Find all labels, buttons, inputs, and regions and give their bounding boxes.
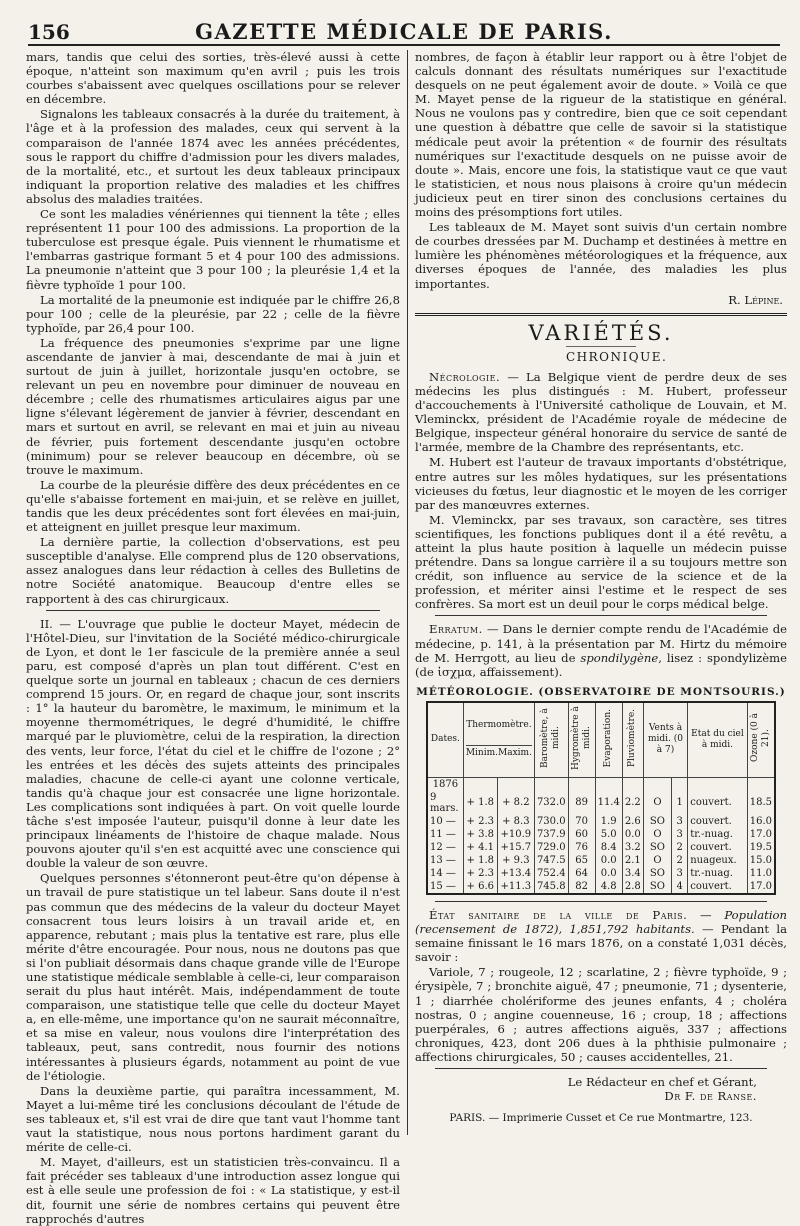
cell-min: + 1.8	[463, 791, 497, 815]
cell-etat: couvert.	[688, 815, 747, 828]
paragraph: M. Mayet, d'ailleurs, est un statisticien très-convaincu. Il a fait précéder ses tableaux d'une introduction assez longue qui est à elle seule une profession de foi : « La statistique, y est-il dit, fournit une série de nombres certains qui peuvent être rapprochés d'autres	[26, 1155, 400, 1226]
cell-min: + 2.3	[463, 867, 497, 880]
cell-baro: 747.5	[534, 854, 568, 867]
page-header	[28, 14, 780, 46]
cell-ozone: 19.5	[747, 841, 775, 854]
cell-min: + 6.6	[463, 880, 497, 894]
right-column	[415, 50, 787, 1140]
cell-evap: 0.0	[595, 854, 622, 867]
col-ozone: Ozone (0 à 21).	[747, 702, 775, 778]
cell-etat: couvert.	[688, 841, 747, 854]
cell-force: 4	[672, 880, 688, 894]
erratum-text-end: , lisez : spondylizème (de ἰσχμα, affaissement).	[415, 650, 787, 679]
cell-max: + 9.3	[497, 854, 534, 867]
cell-baro: 737.9	[534, 828, 568, 841]
cell-date: 10 —	[427, 815, 463, 828]
cell-pluvio: 2.1	[622, 854, 643, 867]
divider	[435, 901, 767, 902]
cell-min: + 4.1	[463, 841, 497, 854]
cell-ozone: 16.0	[747, 815, 775, 828]
cell-vent: O	[643, 828, 671, 841]
paragraph: Ce sont les maladies vénériennes qui tiennent la tête ; elles représentent 11 pour 100 des admissions. La proportion de la tuberculose est presque égale. Puis viennent le rhumatisme et l'embarras gastrique formant 5 et 4 pour 100 des admissions. La pneumonie n'atteint que 3 pour 100 ; la pleurésie 1,4 et la fièvre typhoïde 1 pour 100.	[26, 207, 400, 292]
table-row	[427, 815, 775, 828]
cell-etat: couvert.	[688, 791, 747, 815]
cell-min: + 2.3	[463, 815, 497, 828]
erratum-text: — Dans le dernier compte rendu de l'Académie de médecine, p. 141, à la présentation par M. Hirtz du mémoire de M. Herrgott, au lieu de	[415, 622, 787, 665]
cell-pluvio: 2.2	[622, 791, 643, 815]
section-divider	[415, 313, 787, 316]
paragraph: La dernière partie, la collection d'observations, est peu susceptible d'analyse. Elle comprend plus de 120 observations, assez analogues dans leur rédaction à celles des Bulletins de notre Société anatomique. Beaucoup d'entre elles se rapportent à des cas chirurgicaux.	[26, 535, 400, 606]
col-thermo	[463, 702, 534, 778]
left-column	[26, 50, 400, 1226]
cell-vent: SO	[643, 867, 671, 880]
author-signature: R. Lépine.	[728, 292, 783, 307]
cell-force: 3	[672, 867, 688, 880]
meteo-title: MÉTÉOROLOGIE. (OBSERVATOIRE DE MONTSOURIS.)	[416, 685, 786, 698]
cell-evap: 8.4	[595, 841, 622, 854]
cell-vent: SO	[643, 841, 671, 854]
sanitary-text: — Pendant la semaine finissant le 16 mars 1876, on a constaté 1,031 décès, savoir :	[415, 922, 787, 965]
cell-etat: couvert.	[688, 880, 747, 894]
cell-force: 1	[672, 791, 688, 815]
cell-force: 3	[672, 815, 688, 828]
paragraph: M. Vleminckx, par ses travaux, son caractère, ses titres scientifiques, les fonctions publiques dont il a été revêtu, a atteint la plus haute position à laquelle un médecin puisse prétendre. Dans sa longue carrière il a su toujours mettre son crédit, son influence au service de la science et de la profession, et mériter ainsi l'estime et le respect de ses confrères. Sa mort est un deuil pour le corps médical belge.	[415, 512, 787, 612]
cell-evap: 0.0	[595, 867, 622, 880]
col-vents: Vents à midi. (0 à 7)	[643, 702, 687, 778]
editor-name: Dr F. de Ranse.	[664, 1089, 757, 1104]
cell-max: +13.4	[497, 867, 534, 880]
section-title: VARIÉTÉS.	[528, 320, 674, 345]
col-barometre: Baromètre, à midi.	[534, 702, 568, 778]
cell-baro: 730.0	[534, 815, 568, 828]
cell-force: 2	[672, 841, 688, 854]
cell-date: 14 —	[427, 867, 463, 880]
cell-max: + 8.3	[497, 815, 534, 828]
minim-label: Minim.	[465, 748, 498, 759]
cell-max: + 8.2	[497, 791, 534, 815]
cell-baro: 745.8	[534, 880, 568, 894]
editor-line: Le Rédacteur en chef et Gérant,	[567, 1074, 757, 1089]
maxim-label: Maxim.	[498, 748, 532, 759]
cell-evap: 11.4	[595, 791, 622, 815]
column-divider	[407, 50, 408, 1135]
cell-etat: nuageux.	[688, 854, 747, 867]
necrology-paragraph	[415, 370, 787, 455]
cell-hygro: 70	[568, 815, 595, 828]
paragraph: La fréquence des pneumonies s'exprime par une ligne ascendante de janvier à mai, descendante de mai à juin et surtout de juin à juillet, horizontale jusqu'en octobre, se relevant un peu en novembre pour diminuer de nouveau en décembre ; celle des rhumatismes articulaires aigus par une ligne s'élevant légèrement de janvier à février, descendant en mars et surtout en avril, se relevant en mai et juin au niveau de février, puis fortement descendante jusqu'en octobre (minimum) pour se relever beaucoup en décembre, où se trouve le maximum.	[26, 335, 400, 477]
cell-min: + 3.8	[463, 828, 497, 841]
col-pluvio: Pluviomètre.	[622, 702, 643, 778]
printer-imprint: PARIS. — Imprimerie Cusset et Ce rue Montmartre, 123.	[449, 1112, 753, 1125]
cell-etat: tr.-nuag.	[688, 828, 747, 841]
paragraph: M. Hubert est l'auteur de travaux importants d'obstétrique, entre autres sur les môles hydatiques, sur les présentations vicieuses du fœtus, leur diagnostic et le moyen de les corriger par des manœuvres externes.	[415, 455, 787, 512]
cell-pluvio: 3.2	[622, 841, 643, 854]
journal-title: GAZETTE MÉDICALE DE PARIS.	[195, 19, 613, 44]
cell-ozone: 17.0	[747, 828, 775, 841]
cell-date: 9 mars.	[427, 791, 463, 815]
sanitary-paragraph	[415, 908, 787, 964]
cell-date: 13 —	[427, 854, 463, 867]
cell-vent: O	[643, 854, 671, 867]
cell-ozone: 17.0	[747, 880, 775, 894]
cell-evap: 4.8	[595, 880, 622, 894]
cell-pluvio: 0.0	[622, 828, 643, 841]
page-number: 156	[28, 20, 70, 44]
cell-baro: 729.0	[534, 841, 568, 854]
cell-max: +15.7	[497, 841, 534, 854]
cell-baro: 732.0	[534, 791, 568, 815]
divider	[435, 615, 767, 616]
table-row	[427, 880, 775, 894]
cell-max: +10.9	[497, 828, 534, 841]
cell-min: + 1.8	[463, 854, 497, 867]
cell-hygro: 65	[568, 854, 595, 867]
table-row	[427, 841, 775, 854]
meteo-table-body	[427, 777, 775, 894]
erratum-paragraph	[415, 622, 787, 678]
paragraph: La courbe de la pleurésie diffère des deux précédentes en ce qu'elle s'abaisse fortement en mai-juin, et se relève en juillet, tandis que les deux précédentes sont fort élevées en mai-juin, et atteignent en juillet presque leur maximum.	[26, 477, 400, 535]
meteo-table	[426, 701, 776, 895]
table-row	[427, 854, 775, 867]
col-etat: Etat du ciel à midi.	[688, 702, 747, 778]
cell-hygro: 64	[568, 867, 595, 880]
cell-pluvio: 2.8	[622, 880, 643, 894]
table-row	[427, 867, 775, 880]
cell-etat: tr.-nuag.	[688, 867, 747, 880]
cell-pluvio: 3.4	[622, 867, 643, 880]
paragraph: nombres, de façon à établir leur rapport ou à être l'objet de calculs donnant des résultats numériques sur l'exactitude desquels on ne peut également avoir de doute. » Voilà ce que M. Mayet pense de la rigueur de la statistique en général. Nous ne voulons pas y contredire, bien que ce soit cependant une question à débattre que celle de savoir si la statistique médicale peut avoir la prétention « de fournir des résultats numériques sur l'exactitude desquels on ne puisse avoir de doute ». Mais, encore une fois, la statistique vaut ce que vaut le statisticien, et nous nous plaisons à croire qu'un médecin judicieux peut en tirer sinon des conclusions certaines du moins des présomptions fort utiles.	[415, 50, 787, 220]
cell-ozone: 15.0	[747, 854, 775, 867]
necrology-text: — La Belgique vient de perdre deux de ses médecins les plus distingués : M. Hubert, professeur d'accouchements à l'Université catholique de Louvain, et M. Vleminckx, président de l'Académie royale de médecine de Belgique, inspecteur général honoraire du service de santé de l'armée, membre de la Chambre des représentants, etc.	[415, 369, 787, 455]
col-hygro: Hygromètre à midi.	[568, 702, 595, 778]
cell-vent: SO	[643, 880, 671, 894]
necrology-label: Nécrologie.	[429, 369, 501, 384]
cell-max: +11.3	[497, 880, 534, 894]
paragraph: Les tableaux de M. Mayet sont suivis d'un certain nombre de courbes dressées par M. Duchamp et destinées à mettre en lumière les phénomènes météorologiques et la fréquence, aux diverses époques de l'année, des maladies les plus importantes.	[415, 220, 787, 291]
paragraph: mars, tandis que celui des sorties, très-élevé aussi à cette époque, n'atteint son maximum qu'en avril ; puis les trois courbes s'abaissent avec quelques oscillations pour se relever en décembre.	[26, 50, 400, 107]
cell-hygro: 89	[568, 791, 595, 815]
cell-vent: O	[643, 791, 671, 815]
paragraph: Quelques personnes s'étonneront peut-être qu'on dépense à un travail de pure statistique un tel labeur. Sans doute il n'est pas commun que des médecins de la valeur du docteur Mayet consacrent tous leurs loisirs à un travail aride et, en apparence, rebutant ; mais plus la tentative est rare, plus elle mérite d'être encouragée. Pour nous, nous ne doutons pas que si l'on publiait désormais dans chaque grande ville de l'Europe une statistique médicale semblable à celle-ci, leur comparaison serait du plus haut intérêt. Mais, indépendamment de toute comparaison, une statistique telle que celle du docteur Mayet a, en elle-même, une importance qu'on ne saurait méconnaître, et sa mise en valeur, nous voulons dire l'interprétation des tableaux, peut, sans contredit, nous fournir des notions intéressantes à plusieurs égards, notamment au point de vue de l'étiologie.	[26, 871, 400, 1083]
death-causes: Variole, 7 ; rougeole, 12 ; scarlatine, 2 ; fièvre typhoïde, 9 ; érysipèle, 7 ; bronchite aiguë, 47 ; pneumonie, 71 ; dysenterie, 1 ; diarrhée cholériforme des jeunes enfants, 4 ; choléra nostras, 0 ; angine couenneuse, 16 ; croup, 18 ; affections puerpérales, 6 ; autres affections aiguës, 337 ; affections chroniques, 423, dont 206 dues à la phthisie pulmonaire ; affections chirurgicales, 50 ; causes accidentelles, 21.	[415, 965, 787, 1064]
cell-hygro: 76	[568, 841, 595, 854]
population-text: — Population (recensement de 1872), 1,851,792 habitants.	[415, 907, 787, 937]
col-evap: Evaporation.	[595, 702, 622, 778]
cell-hygro: 82	[568, 880, 595, 894]
table-row	[427, 828, 775, 841]
cell-evap: 5.0	[595, 828, 622, 841]
cell-date: 11 —	[427, 828, 463, 841]
cell-force: 3	[672, 828, 688, 841]
cell-pluvio: 2.6	[622, 815, 643, 828]
sanitary-label: État sanitaire de la ville de Paris.	[429, 907, 688, 922]
paragraph: Signalons les tableaux consacrés à la durée du traitement, à l'âge et à la profession des malades, ceux qui servent à la comparaison de l'année 1874 avec les années précédentes, sous le rapport du chiffre d'admission pour les divers malades, de la mortalité, etc., et surtout les deux tableaux principaux indiquant la proportion relative des maladies et les chiffres absolus des maladies traitées.	[26, 107, 400, 206]
cell-ozone: 18.5	[747, 791, 775, 815]
cell-baro: 752.4	[534, 867, 568, 880]
paragraph: La mortalité de la pneumonie est indiquée par le chiffre 26,8 pour 100 ; celle de la pleurésie, par 22 ; celle de la fièvre typhoïde, par 26,4 pour 100.	[26, 292, 400, 335]
cell-force: 2	[672, 854, 688, 867]
section-divider	[46, 610, 380, 611]
cell-date: 15 —	[427, 880, 463, 894]
paragraph: II. — L'ouvrage que publie le docteur Mayet, médecin de l'Hôtel-Dieu, sur l'invitation de la Société médico-chirurgicale de Lyon, et dont le 1er fascicule de la première année a seul paru, est composé d'après un plan tout différent. C'est en quelque sorte un journal en tableaux ; chacun de ces derniers comprend 15 jours. Or, en regard de chaque jour, sont inscrits : 1° la hauteur du baromètre, le maximum, le minimum et la moyenne thermométriques, le degré d'humidité, le chiffre marqué par le pluviomètre, celui de la respiration, la direction des vents, leur force, l'état du ciel et le chiffre de l'ozone ; 2° les entrées et les décès des sujets atteints des principales maladies, chacune de celle-ci ayant une colonne verticale, tandis qu'à chaque jour est consacrée une ligne horizontale. Les complications sont indiquées à part. On voit quelle lourde tâche s'est imposée l'auteur, puisqu'il donne à leur date les principaux linéaments de l'histoire de chaque malade. Nous pouvons ajouter qu'il s'en est acquitté avec une conscience qui double la valeur de son œuvre.	[26, 616, 400, 871]
cell-hygro: 60	[568, 828, 595, 841]
col-dates: Dates.	[427, 702, 463, 778]
table-row-year	[427, 777, 775, 791]
erratum-wrong-word: spondilygène	[580, 650, 659, 665]
erratum-label: Erratum.	[429, 622, 483, 637]
subsection-title: CHRONIQUE.	[566, 346, 636, 364]
cell-ozone: 11.0	[747, 867, 775, 880]
thermo-label: Thermomètre.	[466, 720, 532, 731]
year-cell: 1876	[427, 777, 463, 791]
cell-date: 12 —	[427, 841, 463, 854]
cell-vent: SO	[643, 815, 671, 828]
divider	[435, 1068, 767, 1069]
table-row	[427, 791, 775, 815]
paragraph: Dans la deuxième partie, qui paraîtra incessamment, M. Mayet a lui-même tiré les conclusions découlant de l'étude de ses tableaux et, s'il est vrai de dire que tant vaut l'homme tant vaut la statistique, nous nous portons hardiment garant du mérite de celle-ci.	[26, 1083, 400, 1155]
cell-evap: 1.9	[595, 815, 622, 828]
